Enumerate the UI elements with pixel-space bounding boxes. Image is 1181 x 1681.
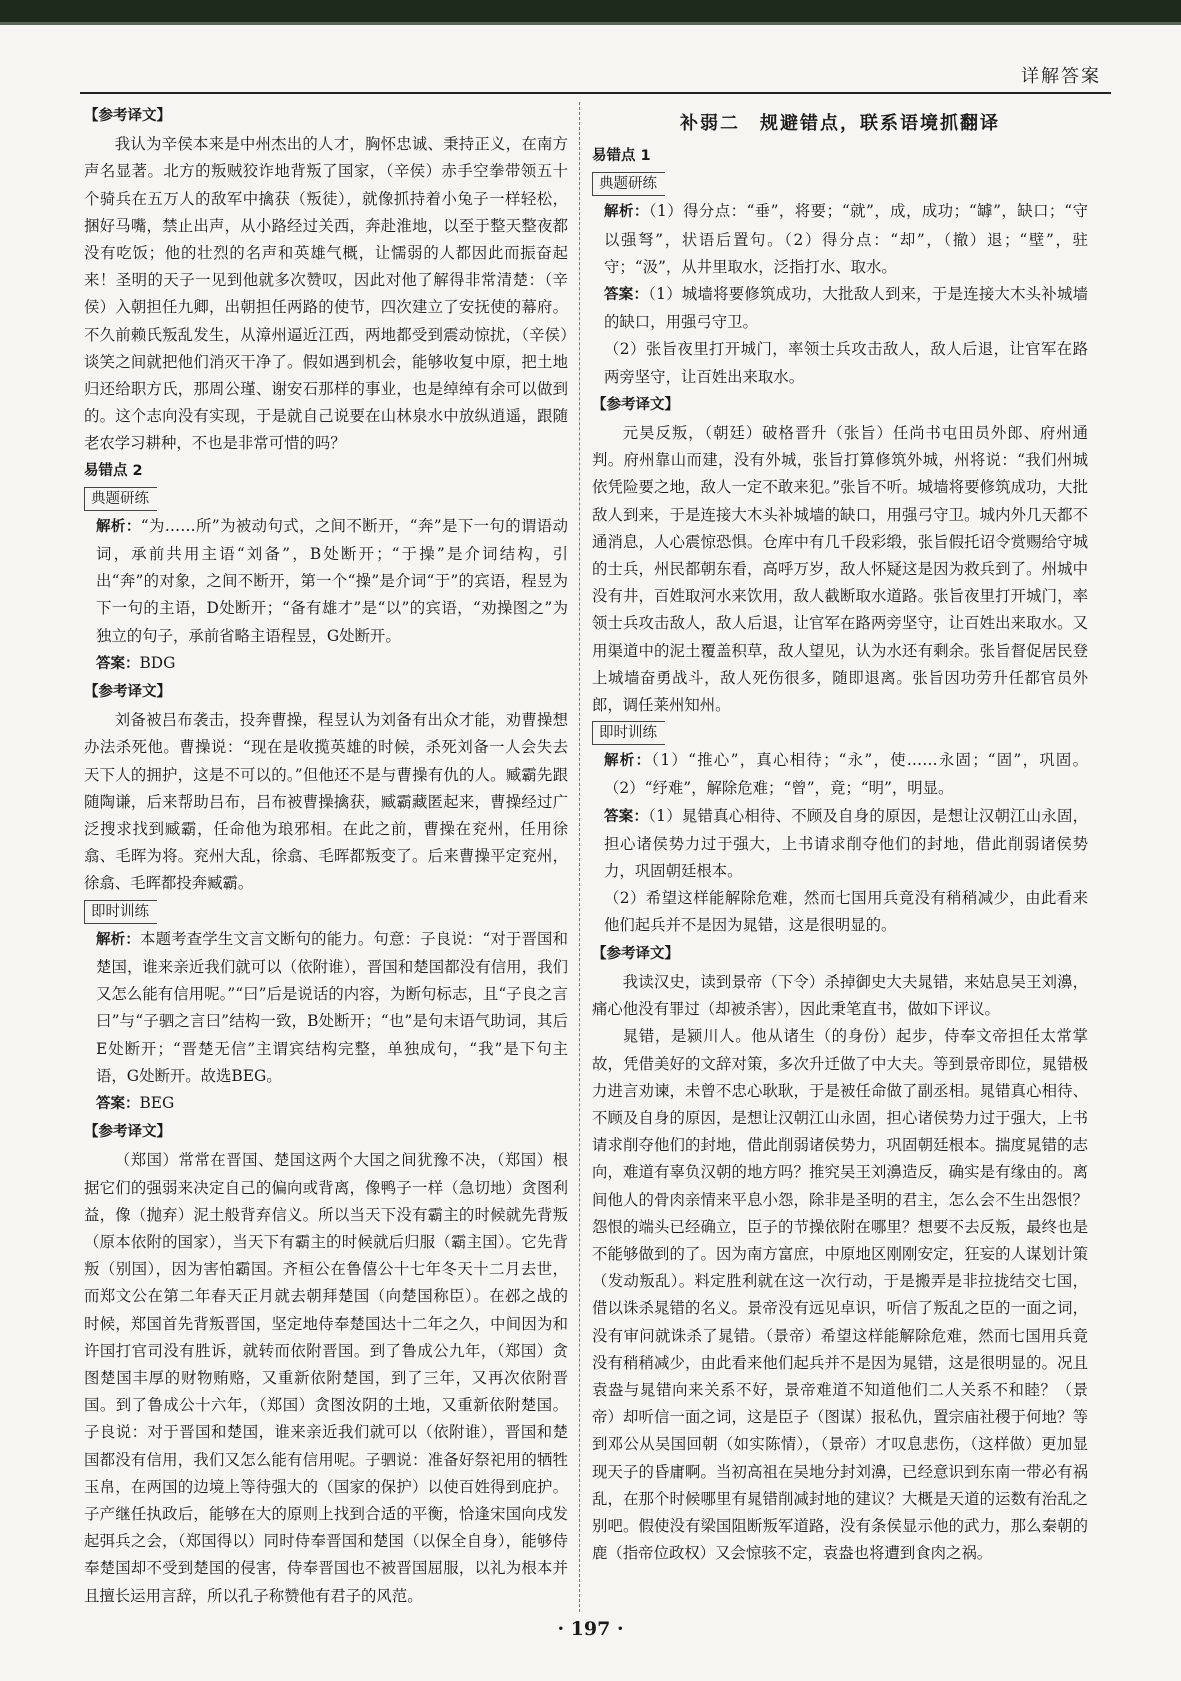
answer-label: 答案： — [604, 808, 649, 825]
ref-translation-label: 【参考译文】 — [592, 396, 679, 413]
answer-continuation: （2）张旨夜里打开城门，率领士兵攻击敌人，敌人后退，让官军在路两旁坚守，让百姓出来取水。 — [604, 340, 1088, 386]
answer-label: 答案： — [604, 287, 649, 304]
ref-translation-text: 元昊反叛，（朝廷）破格晋升（张旨）任尚书屯田员外郎、府州通判。府州靠山而建，没有外城，张旨打算修筑外城，州将说：“我们州城依凭险要之地，敌人一定不敢来犯。”张旨不听。城墙将要修筑成功，大批敌人到来，于是连接大木头补城墙的缺口，用强弓守卫。城内外几天都不通消息，人心震惊恐惧。仓库中有几千段彩缎，张旨假托诏令赏赐给守城的士兵，州民都朝东看，高呼万岁，敌人怀疑这是因为救兵到了。州城中没有井，百姓取河水来饮用，敌人截断取水道路。张旨夜里打开城门，率领士兵攻击敌人，敌人后退，让官军在路两旁坚守，让百姓出来取水。又用渠道中的泥土覆盖积草，敌人望见，认为水还有剩余。张旨督促居民登上城墙奋勇战斗，敌人死伤很多，随即退离。张旨因功劳升任都官员外郎，调任莱州知州。 — [592, 424, 1088, 715]
ref-translation-label: 【参考译文】 — [84, 1124, 171, 1141]
column-divider — [579, 102, 580, 1612]
analysis-text: 本题考查学生文言文断句的能力。句意：子良说：“对于晋国和楚国，谁来亲近我们就可以（依附谁），晋国和楚国都没有信用，我们又怎么能有信用呢。”“曰”后是说话的内容，为断句标志，且“子良之言曰”与“子驷之言曰”结构一致，B处断开；“也”是句末语气助词，其后E处断开；“晋楚无信”主谓宾结构完整，单独成句，“我”是下句主语，G处断开。故选BEG。 — [96, 929, 569, 1085]
typical-practice-label: 典题研练 — [592, 172, 665, 196]
answer-label: 答案： — [96, 1095, 140, 1112]
answer-paragraph — [592, 281, 1088, 336]
header-rule — [80, 92, 1111, 94]
ref-translation-label: 【参考译文】 — [592, 945, 679, 962]
answer-paragraph — [84, 650, 568, 678]
answer-text: （1）城墙将要修筑成功，大批敌人到来，于是连接大木头补城墙的缺口，用强弓守卫。 — [604, 285, 1089, 332]
answer-text: （1）晁错真心相待、不顾及自身的原因，是想让汉朝江山永固，担心诸侯势力过于强大，上书请求削夺他们的封地，借此削弱诸侯势力，巩固朝廷根本。 — [604, 806, 1089, 881]
analysis-paragraph — [592, 747, 1088, 802]
analysis-paragraph — [84, 513, 568, 650]
analysis-label: 解析： — [96, 518, 141, 535]
answer-paragraph — [592, 803, 1088, 886]
header-title: 详解答案 — [1021, 66, 1101, 87]
answer-label: 答案： — [96, 655, 140, 672]
top-dark-band — [0, 0, 1181, 22]
analysis-text: （1）得分点：“垂”，将要；“就”，成，成功；“罅”，缺口；“守以强弩”，状语后置句。（2）得分点：“却”，（撤）退；“壁”，驻守；“汲”，从井里取水，泛指打水、取水。 — [604, 202, 1089, 276]
analysis-paragraph — [592, 198, 1088, 281]
ref-translation-text: 晁错，是颍川人。他从诸生（的身份）起步，侍奉文帝担任太常掌故，凭借美好的文辞对策，多次升迁做了中大夫。等到景帝即位，晁错极力进言劝谏，未曾不忠心耿耿，于是被任命做了副丞相。晁错真心相待、不顾及自身的原因，是想让汉朝江山永固，担心诸侯势力过于强大，上书请求削夺他们的封地，借此削弱诸侯势力，巩固朝廷根本。揣度晁错的志向，难道有辜负汉朝的地方吗？推究吴王刘濞造反，确实是有缘由的。离间他人的骨肉亲情来平息小怨，除非是圣明的君主，怎么会不生出怨恨？怨恨的端头已经确立，臣子的节操依附在哪里？想要不去反叛，最终也是不能够做到的了。因为南方富庶，中原地区刚刚安定，狂妄的人谋划计策（发动叛乱）。料定胜利就在这一次行动，于是搬弄是非拉拢结交七国，借以诛杀晁错的名义。景帝没有远见卓识，听信了叛乱之臣的一面之词，没有审问就诛杀了晁错。（景帝）希望这样能解除危难，然而七国用兵竟没有稍稍减少，由此看来他们起兵并不是因为晁错，这是很明显的。况且袁盎与晁错向来关系不好，景帝难道不知道他们二人关系不和睦？（景帝）却听信一面之词，这是臣子（图谋）报私仇，置宗庙社稷于何地？等到邓公从吴国回朝（如实陈情），（景帝）才叹息悲伤，（这样做）更加显现天子的昏庸啊。当初高祖在吴地分封刘濞，已经意识到东南一带必有祸乱，在那个时候哪里有晁错削减封地的建议？大概是天道的运数有治乱之别吧。假使没有梁国阻断叛军道路，没有条侯显示他的武力，那么秦朝的鹿（指帝位政权）又会惊骇不定，袁盎也将遭到食肉之祸。 — [592, 1027, 1088, 1563]
instant-training-label: 即时训练 — [592, 721, 665, 745]
instant-training-label: 即时训练 — [84, 900, 157, 924]
answer-continuation: （2）希望这样能解除危难，然而七国用兵竟没有稍稍减少，由此看来他们起兵并不是因为晁错，这是很明显的。 — [604, 889, 1088, 935]
top-band-edge — [0, 22, 1181, 25]
typical-practice-label: 典题研练 — [84, 487, 157, 511]
error-point-heading: 易错点 2 — [84, 462, 143, 479]
analysis-label: 解析： — [604, 753, 652, 770]
ref-translation-label: 【参考译文】 — [84, 684, 171, 701]
ref-translation-text: 我读汉史，读到景帝（下令）杀掉御史大夫晁错，来姑息吴王刘濞，痛心他没有罪过（却被杀害），因此秉笔直书，做如下评议。 — [592, 972, 1088, 1019]
error-point-heading: 易错点 1 — [592, 148, 651, 165]
analysis-text: （1）“推心”，真心相待；“永”，使……永固；“固”，巩固。（2）“纾难”，解除危难；“曾”，竟；“明”，明显。 — [604, 751, 1088, 798]
analysis-label: 解析： — [604, 204, 649, 221]
answer-paragraph — [84, 1090, 568, 1118]
answer-text: BEG — [139, 1093, 175, 1112]
right-column — [592, 102, 1088, 1567]
page-number: · 197 · — [557, 1618, 624, 1640]
ref-translation-label: 【参考译文】 — [84, 108, 171, 124]
section-title: 补弱二 规避错点，联系语境抓翻译 — [680, 113, 1000, 134]
analysis-label: 解析： — [96, 931, 141, 948]
analysis-paragraph — [84, 926, 568, 1090]
answer-text: BDG — [139, 653, 176, 672]
analysis-text: “为……所”为被动句式，之间不断开，“奔”是下一句的谓语动词，承前共用主语“刘备”，B处断开；“于操”是介词结构，引出“奔”的对象，之间不断开，第一个“操”是介词“于”的宾语，程昱为下一句的主语，D处断开；“备有雄才”是“以”的宾语，“劝操图之”为独立的句子，承前省略主语程昱，G处断开。 — [96, 516, 568, 645]
left-column — [84, 102, 568, 1610]
ref-translation-text: 刘备被吕布袭击，投奔曹操，程昱认为刘备有出众才能，劝曹操想办法杀死他。曹操说：“现在是收揽英雄的时候，杀死刘备一人会失去天下人的拥护，这是不可以的。”但他还不是与曹操有仇的人。臧霸先跟随陶谦，后来帮助吕布，吕布被曹操擒获，臧霸藏匿起来，曹操经过广泛搜求找到臧霸，任命他为琅邪相。在此之前，曹操在兖州，任用徐翕、毛晖为将。兖州大乱，徐翕、毛晖都叛变了。后来曹操平定兖州，徐翕、毛晖都投奔臧霸。 — [84, 711, 568, 893]
ref-translation-text: 我认为辛侯本来是中州杰出的人才，胸怀忠诚、秉持正义，在南方声名显著。北方的叛贼狡诈地背叛了国家，（辛侯）赤手空拳带领五十个骑兵在五万人的敌军中擒获（叛徒），就像抓持着小兔子一样轻松，捆好马嘴，禁止出声，从小路经过关西，奔赴淮地，以至于整天整夜都没有吃饭；他的壮烈的名声和英雄气概，让懦弱的人都因此而振奋起来！圣明的天子一见到他就多次赞叹，因此对他了解得非常清楚：（辛侯）入朝担任九卿，出朝担任两路的使节，四次建立了安抚使的幕府。不久前赖氏叛乱发生，从漳州逼近江西，两地都受到震动惊扰，（辛侯）谈笑之间就把他们消灭干净了。假如遇到机会，能够收复中原，把土地归还给职方氏，那周公瑾、谢安石那样的事业，也是绰绰有余可以做到的。这个志向没有实现，于是就自己说要在山林泉水中放纵逍遥，跟随老农学习耕种，不也是非常可惜的吗？ — [84, 135, 568, 453]
ref-translation-text: （郑国）常常在晋国、楚国这两个大国之间犹豫不决，（郑国）根据它们的强弱来决定自己的偏向或背离，像鸭子一样（急切地）贪图利益，像（抛弃）泥土般背弃信义。所以当天下没有霸主的时候就先背叛（原本依附的国家），当天下有霸主的时候就后归服（霸主国）。它先背叛（别国），因为害怕霸国。齐桓公在鲁僖公十七年冬天十二月去世，而郑文公在第二年春天正月就去朝拜楚国（向楚国称臣）。在邲之战的时候，郑国首先背叛晋国，坚定地侍奉楚国达十二年之久，中间因为和许国打官司没有胜诉，就转而依附晋国。到了鲁成公九年，（郑国）贪图楚国丰厚的财物贿赂，又重新依附楚国，到了三年，又再次依附晋国。到了鲁成公十六年，（郑国）贪图汝阴的土地，又重新依附楚国。子良说：对于晋国和楚国，谁来亲近我们就可以（依附谁），晋国和楚国都没有信用，我们又怎么能有信用呢。子驷说：准备好祭祀用的牺牲玉帛，在两国的边境上等待强大的（国家的保护）以使百姓得到庇护。子产继任执政后，能够在大的原则上找到合适的平衡，恰逢宋国向戌发起弭兵之会，（郑国得以）同时侍奉晋国和楚国（以保全自身），能够侍奉楚国却不受到楚国的侵害，侍奉晋国也不被晋国屈服，以礼为根本并且擅长运用言辞，所以孔子称赞他有君子的风范。 — [84, 1151, 568, 1605]
